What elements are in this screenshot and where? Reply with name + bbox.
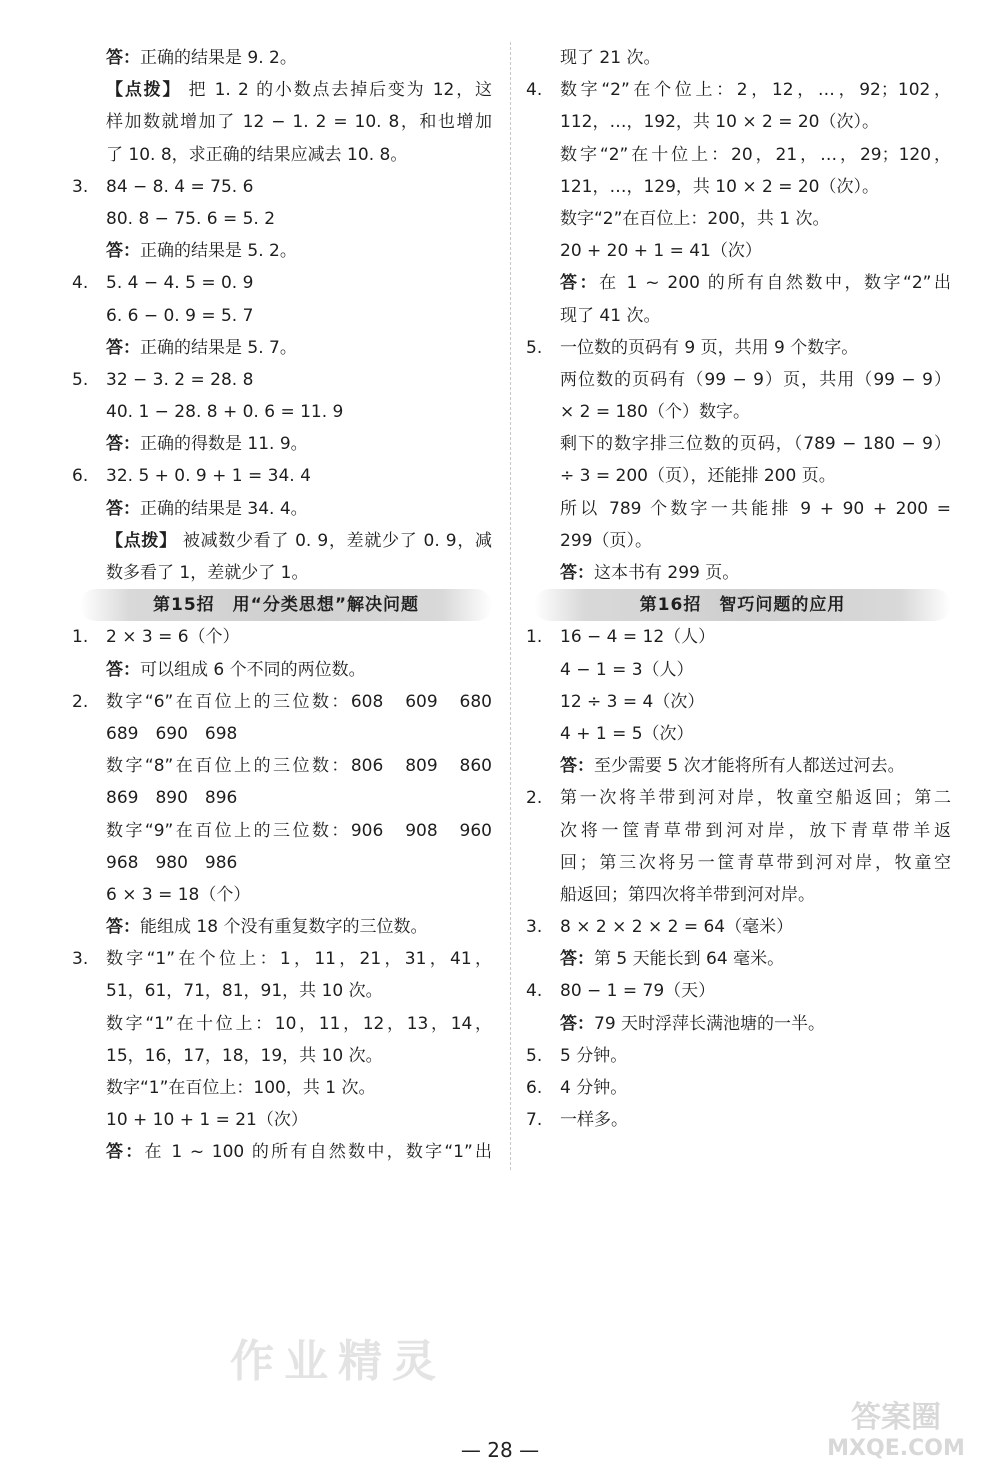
text-line: [526, 911, 951, 943]
text-line: [526, 203, 951, 235]
line-text: 一位数的页码有 9 页，共用 9 个数字。: [560, 337, 859, 358]
text-line: [526, 975, 951, 1007]
line-text: 了 10. 8，求正确的结果应减去 10. 8。: [106, 144, 408, 165]
text-line: [72, 686, 492, 718]
text-line: [72, 847, 492, 879]
line-text: 数字“2”在十位上：20，21，…，29；120，: [560, 144, 951, 165]
text-line: [526, 750, 951, 782]
item-number: 6.: [526, 1078, 543, 1098]
line-text: 16 − 4 = 12（人）: [560, 627, 716, 648]
text-line: [526, 364, 951, 396]
text-line: [526, 718, 951, 750]
text-line: [72, 815, 492, 847]
text-line: [526, 42, 951, 74]
answer-prefix: 答：: [106, 48, 140, 68]
line-text: 6 × 3 = 18（个）: [106, 884, 251, 905]
text-line: [72, 460, 492, 492]
line-text: 15，16，17，18，19，共 10 次。: [106, 1045, 383, 1066]
line-text: 12 ÷ 3 = 4（次）: [560, 691, 705, 712]
line-text: 6. 6 − 0. 9 = 5. 7: [106, 305, 254, 326]
item-number: 3.: [72, 949, 89, 970]
tip-prefix: 【点拨】: [106, 80, 182, 101]
text-line: [72, 203, 492, 235]
line-text: 数字“8”在百位上的三位数：806 809 860: [106, 756, 492, 777]
item-number: 1.: [72, 627, 89, 648]
text-line: [72, 911, 492, 943]
item-number: 3.: [526, 917, 543, 938]
text-line: [72, 1008, 492, 1040]
line-text: 数字“6”在百位上的三位数：608 609 680: [106, 691, 492, 712]
text-line: [72, 654, 492, 686]
line-text: 答：79 天时浮萍长满池塘的一半。: [560, 1013, 826, 1034]
answer-prefix: 答：: [106, 659, 140, 680]
line-text: 112，…，192，共 10 × 2 = 20（次）。: [560, 112, 879, 133]
text-line: [72, 106, 492, 138]
text-line: [526, 493, 951, 525]
line-text: 次将一筐青草带到河对岸，放下青草带羊返: [560, 820, 951, 841]
text-line: [72, 235, 492, 267]
line-text: 689 690 698: [106, 723, 238, 744]
text-line: [526, 460, 951, 492]
section-heading: 第15招 用“分类思想”解决问题: [80, 589, 492, 621]
answer-prefix: 答：: [560, 756, 594, 777]
line-text: 84 − 8. 4 = 75. 6: [106, 176, 254, 197]
answer-prefix: 答：: [560, 949, 594, 970]
line-text: 回；第三次将另一筐青草带到河对岸，牧童空: [560, 852, 951, 873]
line-text: 8 × 2 × 2 × 2 = 64（毫米）: [560, 917, 794, 938]
line-text: 80 − 1 = 79（天）: [560, 981, 716, 1002]
line-text: 869 890 896: [106, 788, 238, 809]
text-line: [72, 782, 492, 814]
right-column: [526, 42, 951, 1136]
text-line: [526, 557, 951, 589]
line-text: 剩下的数字排三位数的页码，（789 − 180 − 9）: [560, 434, 951, 455]
text-line: [526, 267, 951, 299]
line-text: 5. 4 − 4. 5 = 0. 9: [106, 273, 254, 294]
line-text: 船返回；第四次将羊带到河对岸。: [560, 884, 815, 905]
item-number: 6.: [72, 466, 89, 487]
text-line: [72, 364, 492, 396]
text-line: [526, 428, 951, 460]
line-text: 32. 5 + 0. 9 + 1 = 34. 4: [106, 466, 311, 487]
logo-top-text: 答案圈: [851, 1400, 941, 1435]
text-line: [526, 139, 951, 171]
text-line: [526, 1040, 951, 1072]
line-text: 32 − 3. 2 = 28. 8: [106, 369, 254, 390]
text-line: [72, 1104, 492, 1136]
text-line: [72, 42, 492, 74]
answer-prefix: 答：: [106, 434, 140, 455]
item-number: 7.: [526, 1110, 543, 1131]
column-divider: [510, 42, 511, 1170]
answer-prefix: 答：: [560, 563, 594, 583]
item-number: 1.: [526, 627, 543, 648]
line-text: 968 980 986: [106, 852, 238, 873]
logo-bottom-text: MXQE.COM: [827, 1436, 965, 1461]
item-number: 4.: [526, 981, 543, 1002]
line-text: 答：可以组成 6 个不同的两位数。: [106, 659, 366, 680]
answer-prefix: 答：: [106, 337, 140, 358]
line-text: 2 × 3 = 6（个）: [106, 627, 240, 648]
line-text: 答：正确的结果是 5. 7。: [106, 337, 297, 358]
text-line: [526, 943, 951, 975]
line-text: 40. 1 − 28. 8 + 0. 6 = 11. 9: [106, 402, 344, 423]
text-line: [526, 1072, 951, 1104]
text-line: [72, 396, 492, 428]
answer-prefix: 答：: [106, 917, 140, 938]
text-line: [526, 300, 951, 332]
line-text: 所以 789 个数字一共能排 9 + 90 + 200 =: [560, 498, 951, 519]
section-heading: 第16招 智巧问题的应用: [534, 589, 951, 621]
text-line: [72, 428, 492, 460]
text-line: [526, 782, 951, 814]
text-line: [72, 1040, 492, 1072]
text-line: [526, 332, 951, 364]
text-line: [72, 1072, 492, 1104]
item-number: 5.: [72, 369, 89, 390]
text-line: [72, 493, 492, 525]
line-text: 数字“2”在百位上：200，共 1 次。: [560, 208, 830, 229]
text-line: [72, 1136, 492, 1168]
page-number: — 28 —: [460, 1438, 540, 1462]
tip-prefix: 【点拨】: [106, 530, 177, 551]
line-text: 80. 8 − 75. 6 = 5. 2: [106, 208, 276, 229]
text-line: [72, 267, 492, 299]
line-text: 数多看了 1，差就少了 1。: [106, 563, 309, 583]
line-text: 答：至少需要 5 次才能将所有人都送过河去。: [560, 756, 905, 777]
line-text: 答：正确的结果是 9. 2。: [106, 48, 297, 68]
line-text: 答：在 1 ~ 200 的所有自然数中，数字“2”出: [560, 273, 951, 294]
line-text: ÷ 3 = 200（页），还能排 200 页。: [560, 466, 836, 487]
text-line: [72, 525, 492, 557]
text-line: [72, 750, 492, 782]
line-text: 答：在 1 ~ 100 的所有自然数中，数字“1”出: [106, 1142, 492, 1163]
line-text: 答：正确的结果是 34. 4。: [106, 498, 308, 519]
text-line: [72, 171, 492, 203]
item-number: 2.: [526, 788, 543, 809]
line-text: × 2 = 180（个）数字。: [560, 402, 750, 423]
line-text: 一样多。: [560, 1110, 628, 1131]
line-text: 两位数的页码有（99 − 9）页，共用（99 − 9）: [560, 369, 951, 390]
line-text: 现了 21 次。: [560, 48, 661, 68]
item-number: 5.: [526, 1045, 543, 1066]
line-text: 121，…，129，共 10 × 2 = 20（次）。: [560, 176, 879, 197]
text-line: [72, 718, 492, 750]
line-text: 答：这本书有 299 页。: [560, 563, 740, 583]
text-line: [526, 621, 951, 653]
line-text: 5 分钟。: [560, 1045, 628, 1066]
text-line: [526, 1104, 951, 1136]
text-line: [72, 621, 492, 653]
line-text: 数字“1”在十位上：10，11，12，13，14，: [106, 1013, 492, 1034]
answer-prefix: 答：: [106, 1142, 145, 1163]
text-line: [526, 654, 951, 686]
line-text: 答：正确的得数是 11. 9。: [106, 434, 308, 455]
text-line: [72, 975, 492, 1007]
answer-prefix: 答：: [106, 498, 140, 519]
item-number: 5.: [526, 337, 543, 358]
item-number: 3.: [72, 176, 89, 197]
line-text: 10 + 10 + 1 = 21（次）: [106, 1110, 308, 1131]
text-line: [72, 139, 492, 171]
text-line: [526, 74, 951, 106]
line-text: 答：正确的结果是 5. 2。: [106, 241, 297, 262]
text-line: [526, 396, 951, 428]
line-text: 样加数就增加了 12 − 1. 2 = 10. 8，和也增加: [106, 112, 492, 133]
line-text: 现了 41 次。: [560, 305, 661, 326]
line-text: 答：能组成 18 个没有重复数字的三位数。: [106, 917, 428, 938]
text-line: [72, 943, 492, 975]
text-line: [526, 847, 951, 879]
line-text: 【点拨】 被减数少看了 0. 9，差就少了 0. 9，减: [106, 530, 492, 551]
line-text: 299（页）。: [560, 530, 652, 551]
answer-prefix: 答：: [560, 273, 600, 294]
line-text: 【点拨】 把 1. 2 的小数点去掉后变为 12，这: [106, 80, 492, 101]
text-line: [526, 106, 951, 138]
item-number: 4.: [72, 273, 89, 294]
watermark-text: 作业精灵: [230, 1336, 446, 1387]
text-line: [72, 879, 492, 911]
text-line: [526, 879, 951, 911]
left-column: [72, 42, 492, 1169]
site-logo: [806, 1393, 986, 1463]
item-number: 2.: [72, 691, 89, 712]
line-text: 数字“1”在百位上：100，共 1 次。: [106, 1078, 376, 1098]
text-line: [72, 332, 492, 364]
line-text: 答：第 5 天能长到 64 毫米。: [560, 949, 785, 970]
answer-prefix: 答：: [560, 1013, 594, 1034]
text-line: [526, 525, 951, 557]
text-line: [526, 171, 951, 203]
line-text: 数字“1”在个位上：1，11，21，31，41，: [106, 949, 492, 970]
line-text: 数字“9”在百位上的三位数：906 908 960: [106, 820, 492, 841]
text-line: [72, 300, 492, 332]
line-text: 51，61，71，81，91，共 10 次。: [106, 981, 383, 1002]
text-line: [526, 1008, 951, 1040]
text-line: [72, 557, 492, 589]
text-line: [526, 235, 951, 267]
line-text: 20 + 20 + 1 = 41（次）: [560, 241, 762, 262]
line-text: 4 + 1 = 5（次）: [560, 723, 694, 744]
answer-prefix: 答：: [106, 241, 140, 262]
text-line: [72, 74, 492, 106]
line-text: 数字“2”在个位上：2，12，…，92；102，: [560, 80, 951, 101]
line-text: 4 − 1 = 3（人）: [560, 659, 694, 680]
line-text: 第一次将羊带到河对岸，牧童空船返回；第二: [560, 788, 951, 809]
text-line: [526, 686, 951, 718]
item-number: 4.: [526, 80, 543, 101]
line-text: 4 分钟。: [560, 1078, 628, 1098]
text-line: [526, 815, 951, 847]
